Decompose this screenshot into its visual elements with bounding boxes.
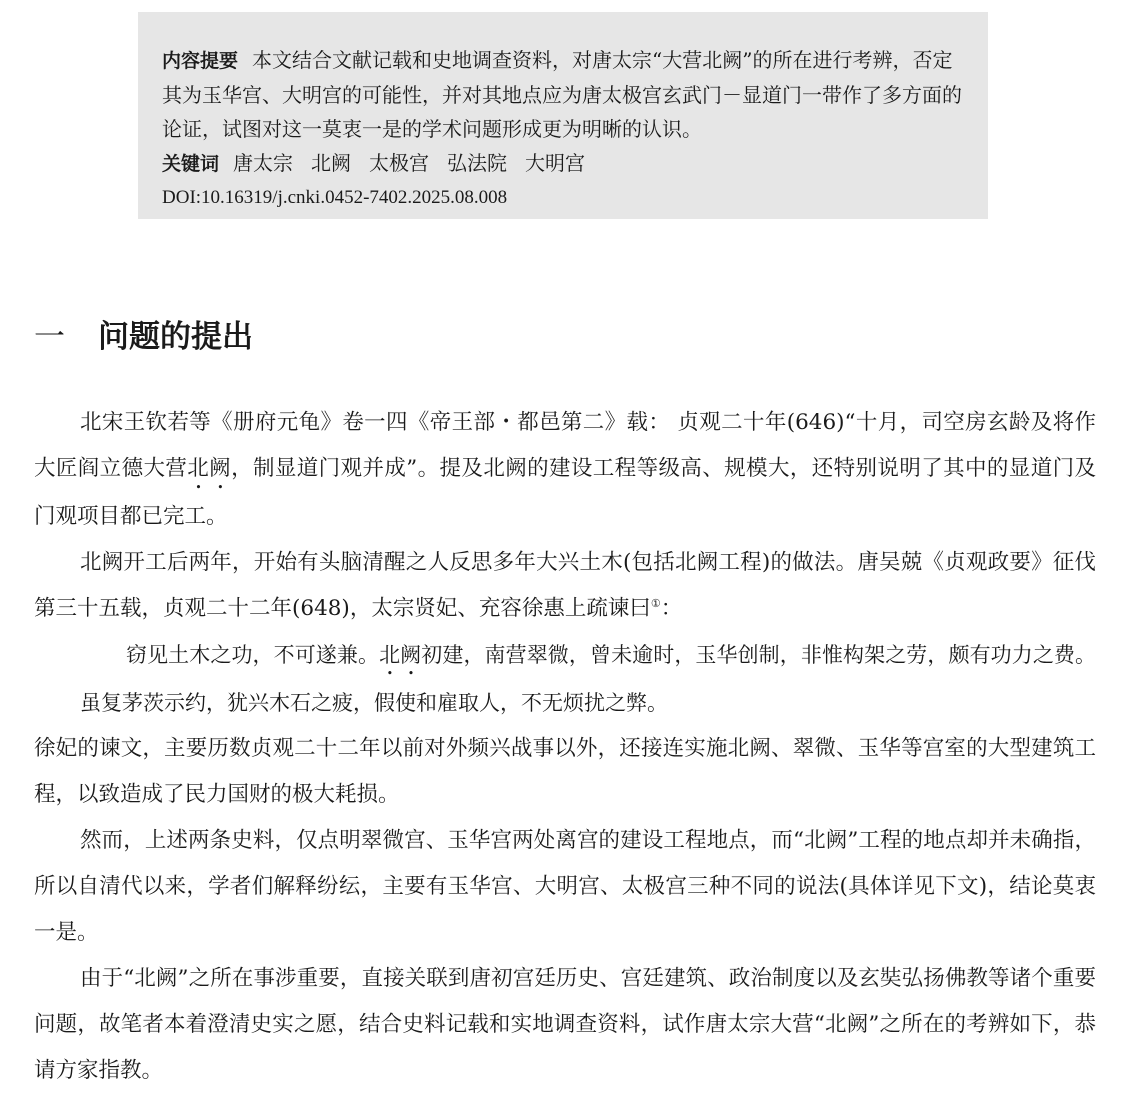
footnote-marker[interactable]: ① bbox=[650, 596, 661, 610]
paragraph: 由于“北阙”之所在事涉重要，直接关联到唐初宫廷历史、宫廷建筑、政治制度以及玄奘弘扬佛教等诸个重要问题，故笔者本着澄清史实之愿，结合史料记载和实地调查资料，试作唐太宗大营“北阙”之所在的考辨如下，恭请方家指教。 bbox=[34, 966, 1096, 1083]
abstract-box bbox=[138, 12, 988, 219]
keywords-line bbox=[162, 146, 966, 181]
paragraph-text: 北宋王钦若等《册府元龟》卷一四《帝王部・都邑第二》载： 贞观二十年(646)“十月，司空房玄龄及将作大匠阎立德大营 bbox=[34, 410, 1096, 481]
abstract-text: 本文结合文献记载和史地调查资料，对唐太宗“大营北阙”的所在进行考辨，否定其为玉华宫、大明宫的可能性，并对其地点应为唐太极宫玄武门－显道门一带作了多方面的论证，试图对这一莫衷一是的学术问题形成更为明晰的认识。 bbox=[162, 48, 962, 141]
paragraph: 徐妃的谏文，主要历数贞观二十二年以前对外频兴战事以外，还接连实施北阙、翠微、玉华等宫室的大型建筑工程，以致造成了民力国财的极大耗损。 bbox=[34, 736, 1096, 807]
section-title: 问题的提出 bbox=[98, 319, 253, 355]
keyword: 弘法院 bbox=[447, 151, 508, 175]
keywords-label: 关键词 bbox=[162, 153, 220, 175]
paragraph: 然而，上述两条史料，仅点明翠微宫、玉华宫两处离宫的建设工程地点，而“北阙”工程的地点却并未确指，所以自清代以来，学者们解释纷纭，主要有玉华宫、大明宫、太极宫三种不同的说法(具体详见下文)，结论莫衷一是。 bbox=[34, 828, 1096, 945]
quotation-text: 初建，南营翠微，曾未逾时，玉华创制，非惟构架之劳，颇有功力之费。虽复茅茨示约，犹兴木石之疲，假使和雇取人，不无烦扰之弊。 bbox=[80, 643, 1097, 715]
emphasis-text: 北阙 bbox=[187, 456, 232, 481]
quotation-text: 窃见土木之功，不可遂兼。 bbox=[126, 643, 380, 667]
paragraph bbox=[34, 400, 1096, 540]
abstract-label: 内容提要 bbox=[162, 50, 239, 72]
keyword: 太极宫 bbox=[369, 151, 430, 175]
paragraph-text: ，制显道门观并成”。提及北阙的建设工程等级高、规模大，还特别说明了其中的显道门及门观项目都已完工。 bbox=[34, 456, 1096, 529]
emphasis-text: 北阙 bbox=[379, 643, 422, 667]
section-number: 一 bbox=[34, 319, 65, 355]
body-text bbox=[34, 400, 1096, 1094]
keyword: 大明宫 bbox=[525, 151, 586, 175]
keyword: 唐太宗 bbox=[233, 151, 294, 175]
keyword: 北阙 bbox=[311, 151, 352, 175]
paragraph-text: ： bbox=[660, 596, 683, 621]
paragraph bbox=[34, 540, 1096, 632]
quotation bbox=[34, 632, 1096, 726]
abstract-paragraph bbox=[162, 43, 966, 146]
section-heading bbox=[34, 314, 253, 360]
paragraph-text: 北阙开工后两年，开始有头脑清醒之人反思多年大兴土木(包括北阙工程)的做法。唐吴兢《贞观政要》征伐第三十五载，贞观二十二年(648)，太宗贤妃、充容徐惠上疏谏曰 bbox=[34, 550, 1096, 621]
doi: DOI:10.16319/j.cnki.0452-7402.2025.08.008 bbox=[162, 187, 508, 208]
